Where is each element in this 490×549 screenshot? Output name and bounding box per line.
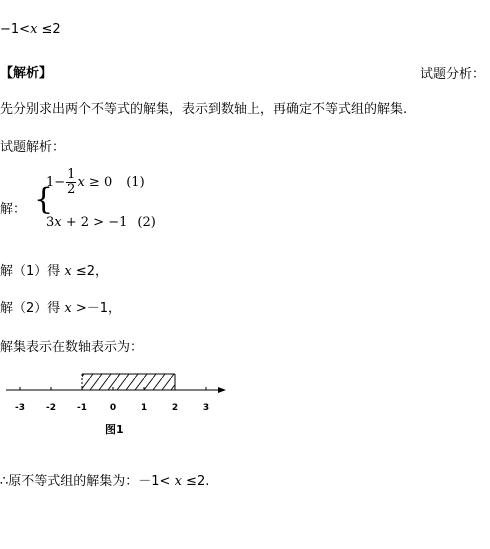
eq2-lead: 3 (46, 215, 55, 230)
tick-label: 1 (140, 403, 148, 413)
step2-variable: x (64, 301, 72, 316)
solution-hatch (82, 374, 175, 390)
eq2-variable: x (54, 215, 62, 230)
eq1-numerator: 1 (67, 167, 76, 182)
step1-text: 解（1）得 (0, 264, 65, 279)
tick-label: -1 (77, 403, 87, 413)
tick-label: -2 (46, 403, 56, 413)
tick-label: -3 (15, 403, 25, 413)
conclusion-text: ∴原不等式组的解集为：－1< (0, 474, 175, 489)
eq2-tag: (2) (137, 215, 156, 230)
top-answer-left: −1< (0, 22, 31, 37)
eq1-fraction (66, 168, 76, 197)
top-answer (0, 22, 61, 37)
top-answer-right: ≤2 (37, 22, 61, 37)
conclusion-rest: ≤2. (181, 474, 210, 489)
equation-1 (46, 168, 145, 197)
intro-text: 先分别求出两个不等式的解集，表示到数轴上，再确定不等式组的解集. (0, 102, 408, 117)
tick-label: 0 (109, 403, 117, 413)
system-brace: { (34, 182, 54, 217)
step2-text: 解（2）得 (0, 301, 65, 316)
numberline-caption: 解集表示在数轴表示为： (0, 340, 144, 355)
eq1-lead: 1− (46, 175, 66, 190)
eq1-variable: x (77, 175, 85, 190)
tick-group (15, 387, 209, 413)
solution-interval-group (82, 374, 175, 390)
number-line-figure (0, 366, 240, 442)
test-analysis-heading: 试题解析： (0, 140, 66, 155)
step2-rest: >－1， (71, 301, 122, 316)
figure-label: 图1 (105, 423, 124, 436)
step-1 (0, 260, 108, 279)
step1-rest: ≤2， (71, 264, 109, 279)
equation-2 (46, 215, 156, 230)
tick-label: 3 (202, 403, 210, 413)
axis-arrow (218, 387, 226, 393)
conclusion-variable: x (174, 474, 182, 489)
conclusion (0, 470, 209, 489)
test-analysis-label: 试题分析： (420, 67, 486, 82)
eq1-relation: ≥ 0 (84, 175, 113, 190)
step-2 (0, 297, 121, 316)
tick-label: 2 (171, 403, 179, 413)
step1-variable: x (64, 264, 72, 279)
top-answer-variable: x (30, 22, 38, 37)
analysis-label: 【解析】 (0, 66, 53, 81)
eq1-tag: (1) (126, 175, 145, 190)
eq1-denominator: 2 (67, 182, 76, 197)
solve-label: 解： (0, 202, 27, 217)
eq2-rest: + 2 > −1 (61, 215, 128, 230)
